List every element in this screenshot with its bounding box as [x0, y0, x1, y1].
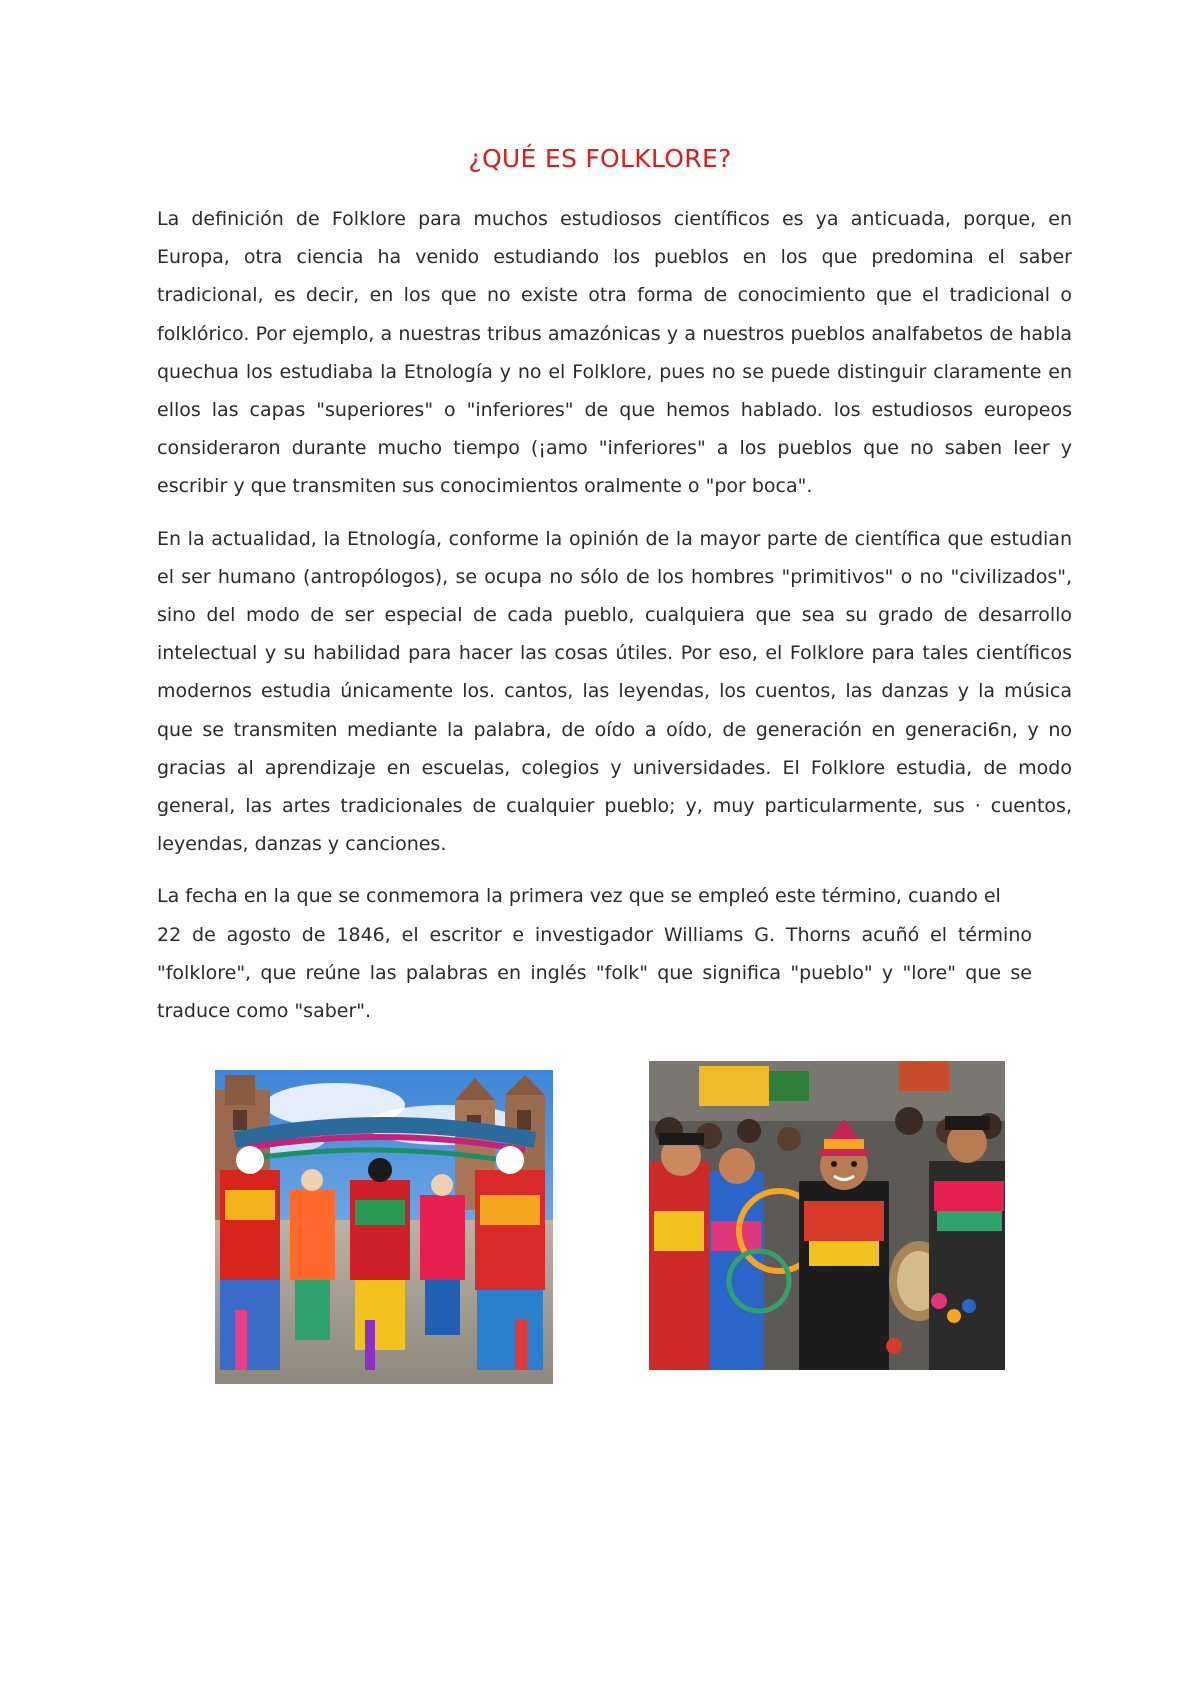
paragraph-fecha-line: "folklore", que reúne las palabras en inglés "folk" que significa "pueblo" y "lore" que se [157, 961, 1032, 984]
paragraph-fecha [157, 877, 1032, 1030]
folk-festival-parade-photo [649, 1061, 1005, 1370]
paragraph-etnologia: En la actualidad, la Etnología, conforme la opinión de la mayor parte de científica que estudian el ser humano (antropólogos), se ocupa no sólo de los hombres "primitivos" o no "civilizados", sino del modo de ser especial de cada pueblo, cualquiera que sea su grado de desarrollo intelectual y su habilidad para hacer las cosas útiles. Por eso, el Folklore para tales científicos modernos estudia únicamente los. cantos, las leyendas, los cuentos, las danzas y la música que se transmiten mediante la palabra, de oído a oído, de generación en generaci6n, y no gracias al aprendizaje en escuelas, colegios y universidades. El Folklore estudia, de modo general, las artes tradicionales de cualquier pueblo; y, muy particularmente, sus · cuentos, leyendas, danzas y canciones. [157, 527, 1072, 856]
folk-dancers-plaza-photo [215, 1070, 553, 1384]
page-title: ¿QUÉ ES FOLKLORE? [468, 144, 732, 173]
document-body [157, 200, 1072, 1044]
paragraph-fecha-line: 22 de agosto de 1846, el escritor e investigador Williams G. Thorns acuñó el término [157, 923, 1032, 946]
folk-festival-parade-illustration [649, 1061, 1005, 1370]
paragraph-fecha-line: traduce como "saber". [157, 1000, 372, 1023]
folk-dancers-plaza-illustration [215, 1070, 553, 1384]
paragraph-fecha-line: La fecha en la que se conmemora la primera vez que se empleó este término, cuando el [157, 885, 1001, 908]
paragraph-definition: La definición de Folklore para muchos estudiosos científicos es ya anticuada, porque, en Europa, otra ciencia ha venido estudiando los pueblos en los que predomina el saber tradicional, es decir, en los que no existe otra forma de conocimiento que el tradicional o folklórico. Por ejemplo, a nuestras tribus amazónicas y a nuestros pueblos analfabetos de habla quechua los estudiaba la Etnología y no el Folklore, pues no se puede distinguir claramente en ellos las capas "superiores" o "inferiores" de que hemos hablado. los estudiosos europeos consideraron durante mucho tiempo (¡amo "inferiores" a los pueblos que no saben leer y escribir y que transmiten sus conocimientos oralmente o "por boca". [157, 208, 1072, 498]
